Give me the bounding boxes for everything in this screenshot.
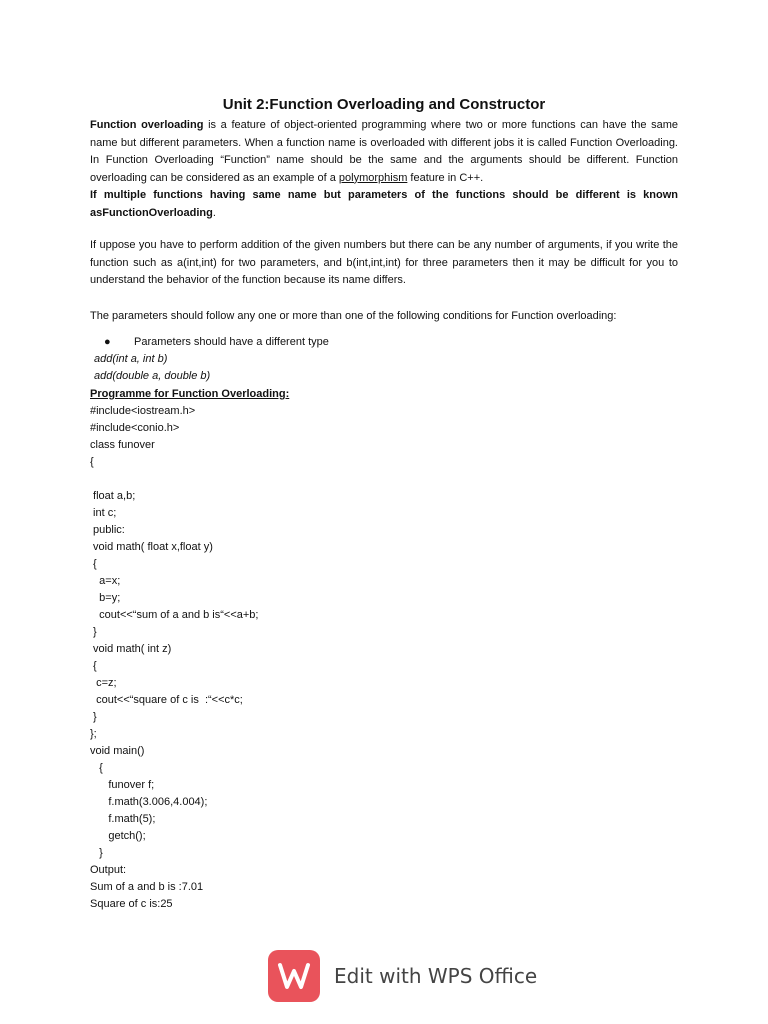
wps-w-icon — [268, 950, 320, 1002]
intro-text-2: feature in C++. — [407, 171, 484, 184]
bullet-text: Parameters should have a different type — [134, 336, 329, 348]
code-line: cout<<“sum of a and b is“<<a+b; — [90, 609, 259, 621]
intro-text-1: is a feature of object-oriented programming where two or more functions can have the same name but different parameters. When a function name is overloaded with different jobs it is called Function Overloading. In Function Overloading “Function” name should be the same and the arguments should be different. Function overloading can be considered as an example of a — [90, 119, 678, 184]
bullet-icon: ● — [104, 336, 111, 348]
polymorphism-link[interactable]: polymorphism — [338, 171, 408, 184]
code-line: Sum of a and b is :7.01 — [90, 881, 204, 893]
wps-footer[interactable] — [268, 948, 537, 1004]
code-line: c=z; — [90, 677, 117, 689]
code-line: { — [90, 762, 103, 774]
code-line: void math( float x,float y) — [90, 541, 213, 553]
code-line: void main() — [90, 745, 145, 757]
programme-heading: Programme for Function Overloading: — [90, 388, 290, 400]
code-line: { — [90, 660, 97, 672]
code-line: { — [90, 456, 94, 468]
code-line: f.math(5); — [90, 813, 156, 825]
example-line: add(int a, int b) — [94, 353, 168, 365]
conditions-paragraph: The parameters should follow any one or more than one of the following conditions for Function overloading: — [90, 310, 617, 322]
code-line: funover f; — [90, 779, 155, 791]
code-line: float a,b; — [90, 490, 136, 502]
code-line: #include<iostream.h> — [90, 405, 196, 417]
intro-definition-end: . — [212, 206, 216, 219]
page-title: Unit 2:Function Overloading and Constructor — [222, 96, 546, 113]
code-line: getch(); — [90, 830, 146, 842]
code-line: a=x; — [90, 575, 121, 587]
code-line: Square of c is:25 — [90, 898, 173, 910]
code-line: f.math(3.006,4.004); — [90, 796, 208, 808]
code-line: }; — [90, 728, 97, 740]
code-line: b=y; — [90, 592, 121, 604]
intro-paragraph — [90, 117, 678, 222]
code-line: int c; — [90, 507, 117, 519]
example-line: add(double a, double b) — [94, 370, 211, 382]
code-line: } — [90, 626, 97, 638]
code-line: public: — [90, 524, 125, 536]
code-line: class funover — [90, 439, 155, 451]
code-line: } — [90, 847, 103, 859]
suppose-paragraph: If uppose you have to perform addition of the given numbers but there can be any number of arguments, if you write the function such as a(int,int) for two parameters, and b(int,int,int) for three parameters then it may be difficult for you to understand the behavior of the function because its name differs. — [90, 239, 678, 286]
code-line: void math( int z) — [90, 643, 172, 655]
code-line: { — [90, 558, 97, 570]
code-line: cout<<“square of c is :“<<c*c; — [90, 694, 243, 706]
code-line: } — [90, 711, 97, 723]
wps-footer-text: Edit with WPS Office — [334, 964, 538, 988]
code-line: Output: — [90, 864, 127, 876]
intro-term: Function overloading — [90, 119, 204, 131]
intro-definition: If multiple functions having same name but parameters of the functions should be different is known asFunctionOverloading — [90, 189, 678, 219]
code-line: #include<conio.h> — [90, 422, 180, 434]
